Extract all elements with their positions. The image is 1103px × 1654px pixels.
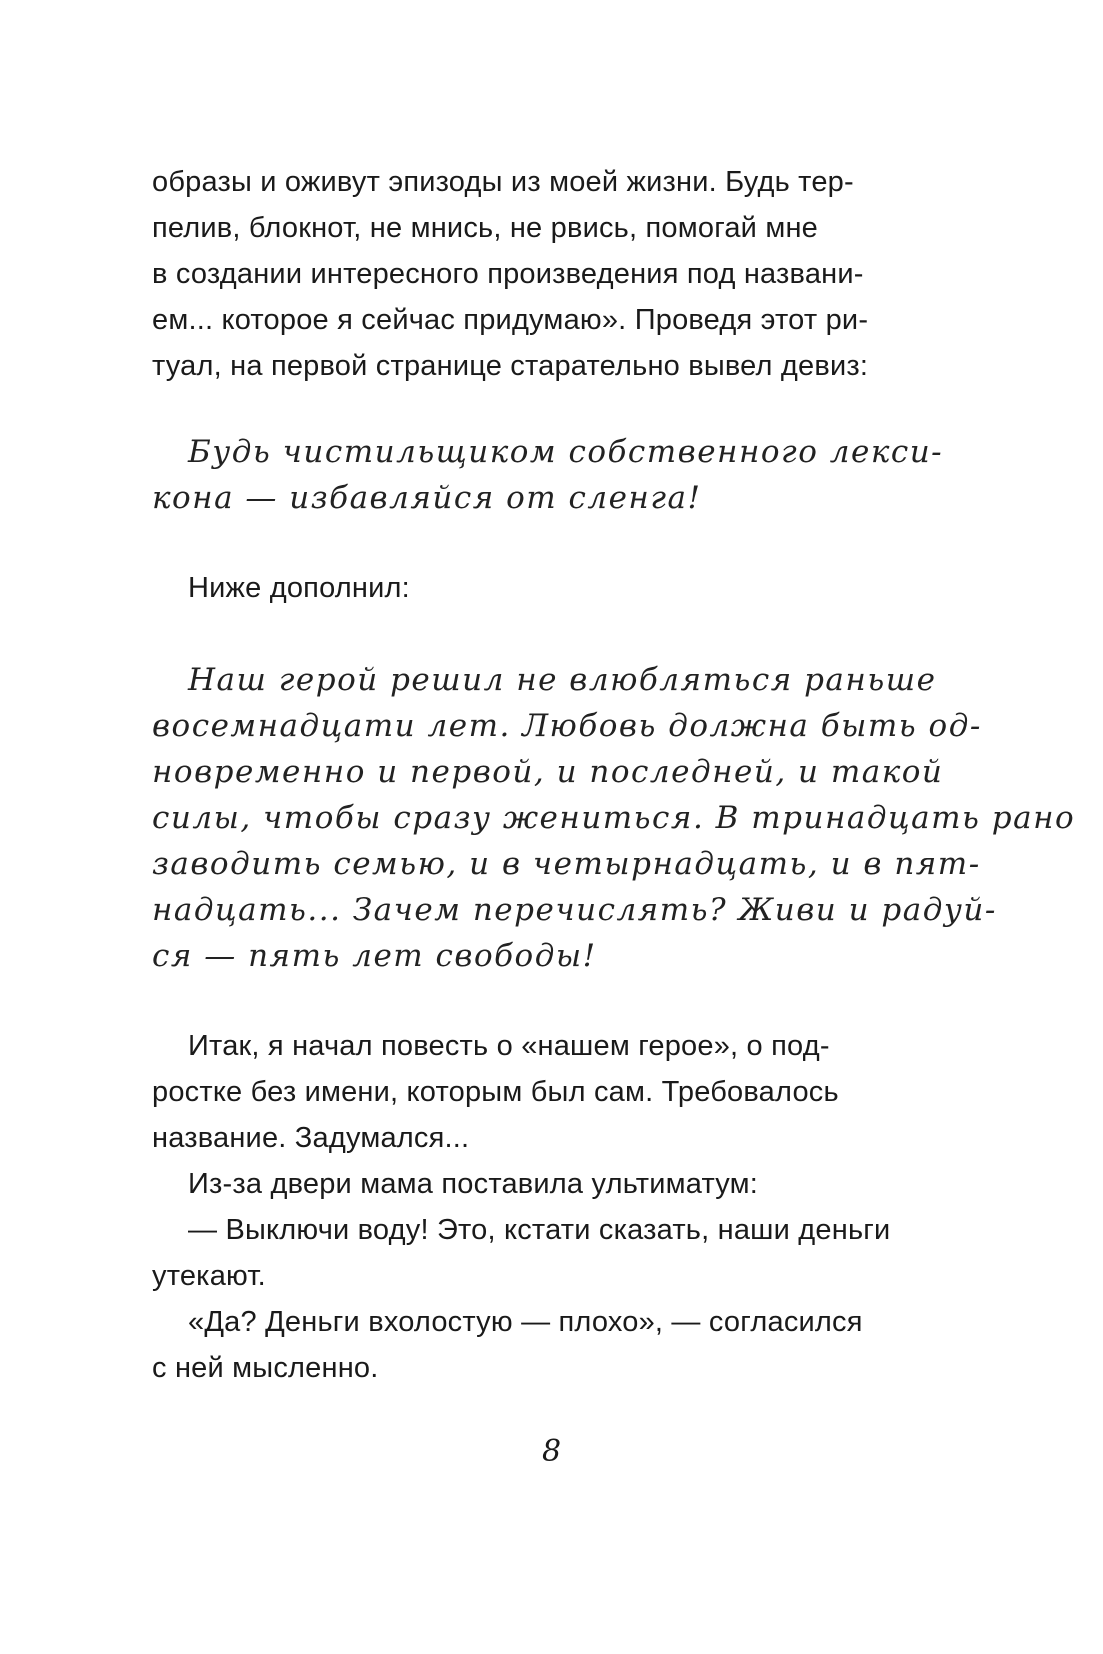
text-line: образы и оживут эпизоды из моей жизни. Будь тер- [152, 166, 854, 198]
text-line: — Выключи воду! Это, кстати сказать, наши деньги [188, 1214, 891, 1246]
text-line: с ней мысленно. [152, 1352, 379, 1384]
page-number: 8 [541, 1434, 562, 1469]
handwritten-line: новременно и первой, и последней, и такой [152, 754, 944, 790]
text-line: туал, на первой странице старательно вывел девиз: [152, 350, 869, 382]
handwritten-line: силы, чтобы сразу жениться. В тринадцать рано [152, 800, 1076, 836]
text-line: «Да? Деньги вхолостую — плохо», — согласился [188, 1306, 863, 1338]
text-line: в создании интересного произведения под названи- [152, 258, 864, 290]
handwritten-line: восемнадцати лет. Любовь должна быть од- [152, 708, 982, 744]
text-line: ростке без имени, которым был сам. Требовалось [152, 1076, 839, 1108]
handwritten-line: Наш герой решил не влюбляться раньше [188, 662, 937, 698]
handwritten-line: заводить семью, и в четырнадцать, и в пят- [152, 846, 981, 882]
text-line: Из-за двери мама поставила ультиматум: [188, 1168, 759, 1200]
handwritten-line: надцать... Зачем перечислять? Живи и радуй- [152, 892, 997, 928]
handwritten-line: ся — пять лет свободы! [152, 938, 597, 974]
text-line: название. Задумался... [152, 1122, 470, 1154]
text-line: Ниже дополнил: [188, 572, 410, 604]
text-line: утекают. [152, 1260, 266, 1292]
text-line: ем... которое я сейчас придумаю». Проведя этот ри- [152, 304, 869, 336]
text-line: пелив, блокнот, не мнись, не рвись, помогай мне [152, 212, 819, 244]
handwritten-line: кона — избавляйся от сленга! [152, 480, 702, 516]
text-line: Итак, я начал повесть о «нашем герое», о под- [188, 1030, 830, 1062]
handwritten-line: Будь чистильщиком собственного лекси- [188, 434, 944, 470]
